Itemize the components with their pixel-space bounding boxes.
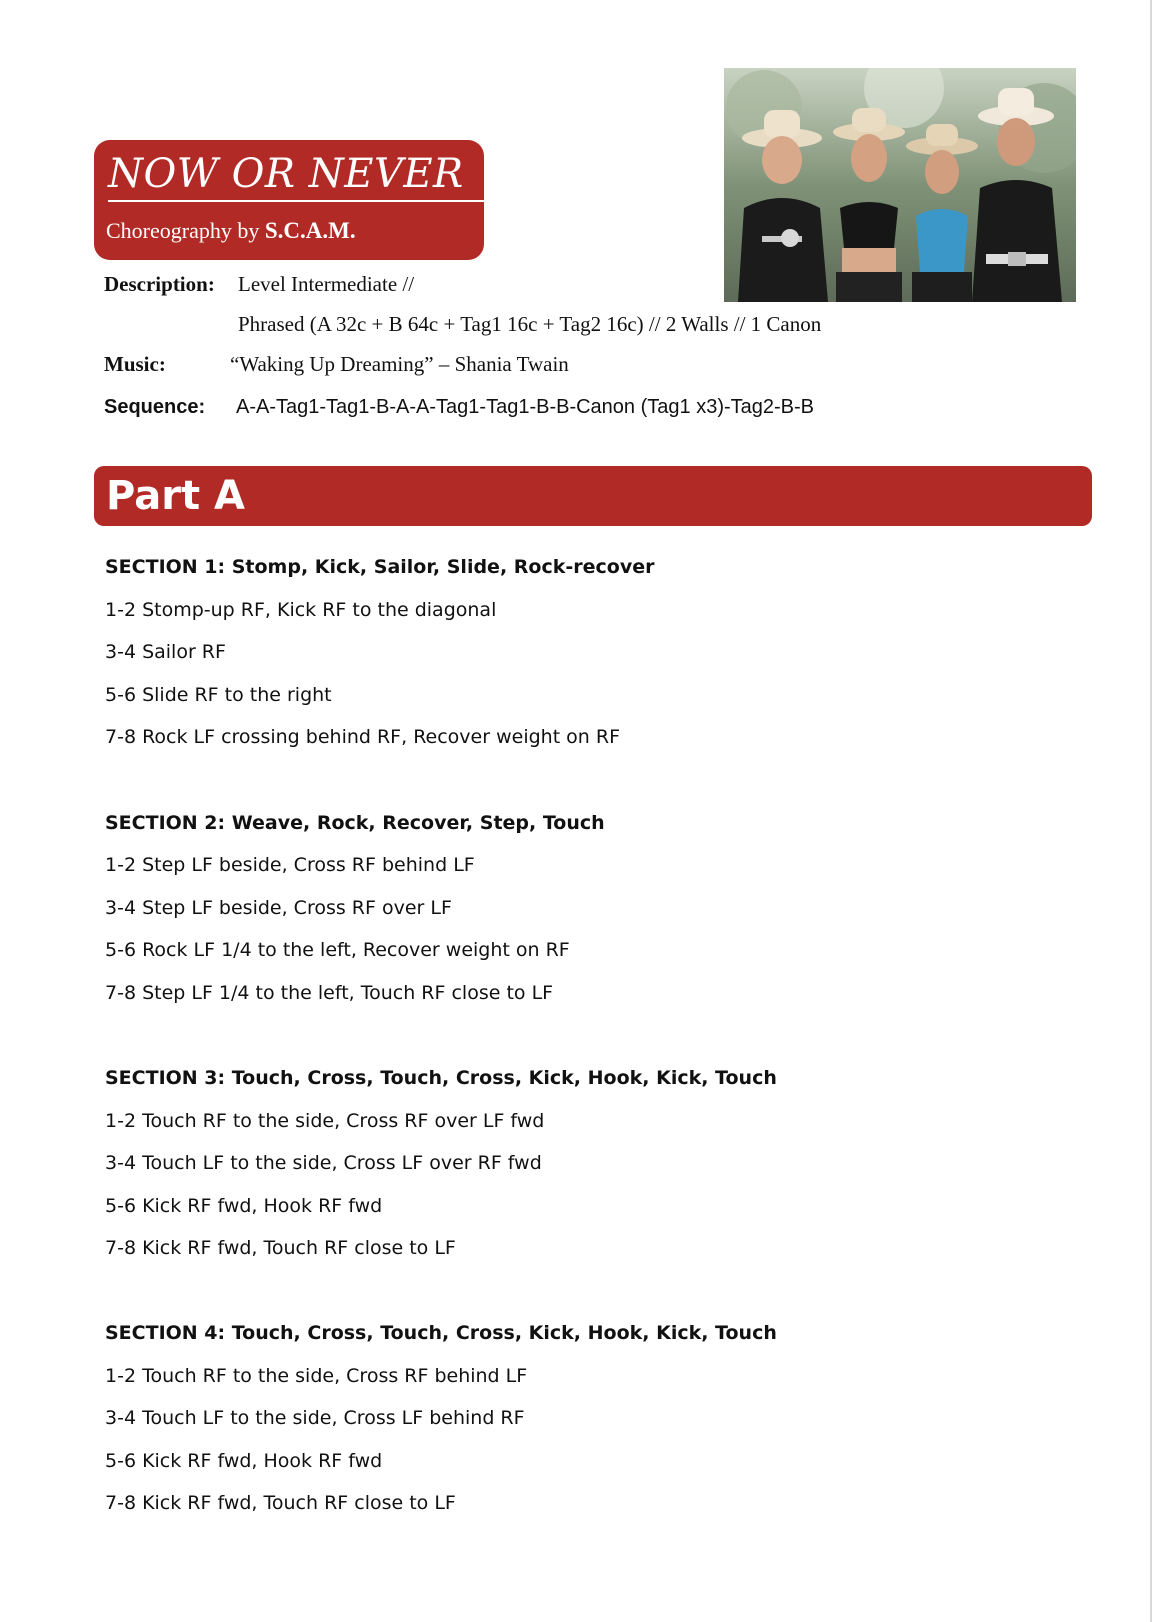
choreography-credit bbox=[106, 218, 356, 244]
description-phrasing: Phrased (A 32c + B 64c + Tag1 16c + Tag2 16c) // 2 Walls // 1 Canon bbox=[238, 312, 822, 336]
sequence-label: Sequence: bbox=[104, 396, 206, 418]
section-2-step: 5-6 Rock LF 1/4 to the left, Recover weight on RF bbox=[105, 939, 570, 961]
section-3-step: 3-4 Touch LF to the side, Cross LF over RF fwd bbox=[105, 1152, 542, 1174]
section-3-heading: SECTION 3: Touch, Cross, Touch, Cross, Kick, Hook, Kick, Touch bbox=[105, 1067, 777, 1089]
part-a-banner bbox=[94, 466, 1092, 526]
music-value: “Waking Up Dreaming” – Shania Twain bbox=[230, 352, 569, 376]
section-3-step: 5-6 Kick RF fwd, Hook RF fwd bbox=[105, 1195, 383, 1217]
group-photo-illustration bbox=[724, 68, 1076, 302]
group-photo bbox=[724, 68, 1076, 302]
section-4-step: 7-8 Kick RF fwd, Touch RF close to LF bbox=[105, 1492, 456, 1514]
section-2-heading: SECTION 2: Weave, Rock, Recover, Step, Touch bbox=[105, 812, 605, 834]
section-2-step: 7-8 Step LF 1/4 to the left, Touch RF close to LF bbox=[105, 982, 554, 1004]
section-2-step: 3-4 Step LF beside, Cross RF over LF bbox=[105, 897, 452, 919]
section-4-heading: SECTION 4: Touch, Cross, Touch, Cross, Kick, Hook, Kick, Touch bbox=[105, 1322, 777, 1344]
section-4-step: 1-2 Touch RF to the side, Cross RF behind LF bbox=[105, 1365, 528, 1387]
description-label: Description: bbox=[104, 272, 215, 296]
section-4-step: 3-4 Touch LF to the side, Cross LF behind RF bbox=[105, 1407, 525, 1429]
section-1-step: 7-8 Rock LF crossing behind RF, Recover weight on RF bbox=[105, 726, 621, 748]
section-3-step: 7-8 Kick RF fwd, Touch RF close to LF bbox=[105, 1237, 456, 1259]
section-2-step: 1-2 Step LF beside, Cross RF behind LF bbox=[105, 854, 475, 876]
credit-name: S.C.A.M. bbox=[264, 218, 356, 243]
music-label: Music: bbox=[104, 352, 166, 376]
section-1-step: 3-4 Sailor RF bbox=[105, 641, 226, 663]
section-4-step: 5-6 Kick RF fwd, Hook RF fwd bbox=[105, 1450, 383, 1472]
description-level: Level Intermediate // bbox=[238, 272, 415, 296]
section-3-step: 1-2 Touch RF to the side, Cross RF over LF fwd bbox=[105, 1110, 545, 1132]
section-1-step: 5-6 Slide RF to the right bbox=[105, 684, 332, 706]
dance-title: NOW OR NEVER bbox=[108, 148, 484, 202]
section-1-heading: SECTION 1: Stomp, Kick, Sailor, Slide, Rock-recover bbox=[105, 556, 655, 578]
section-1-step: 1-2 Stomp-up RF, Kick RF to the diagonal bbox=[105, 599, 497, 621]
part-title: Part A bbox=[106, 473, 245, 519]
credit-prefix: Choreography by bbox=[106, 218, 260, 243]
title-banner bbox=[94, 140, 484, 260]
sequence-value: A-A-Tag1-Tag1-B-A-A-Tag1-Tag1-B-B-Canon (Tag1 x3)-Tag2-B-B bbox=[236, 396, 815, 418]
